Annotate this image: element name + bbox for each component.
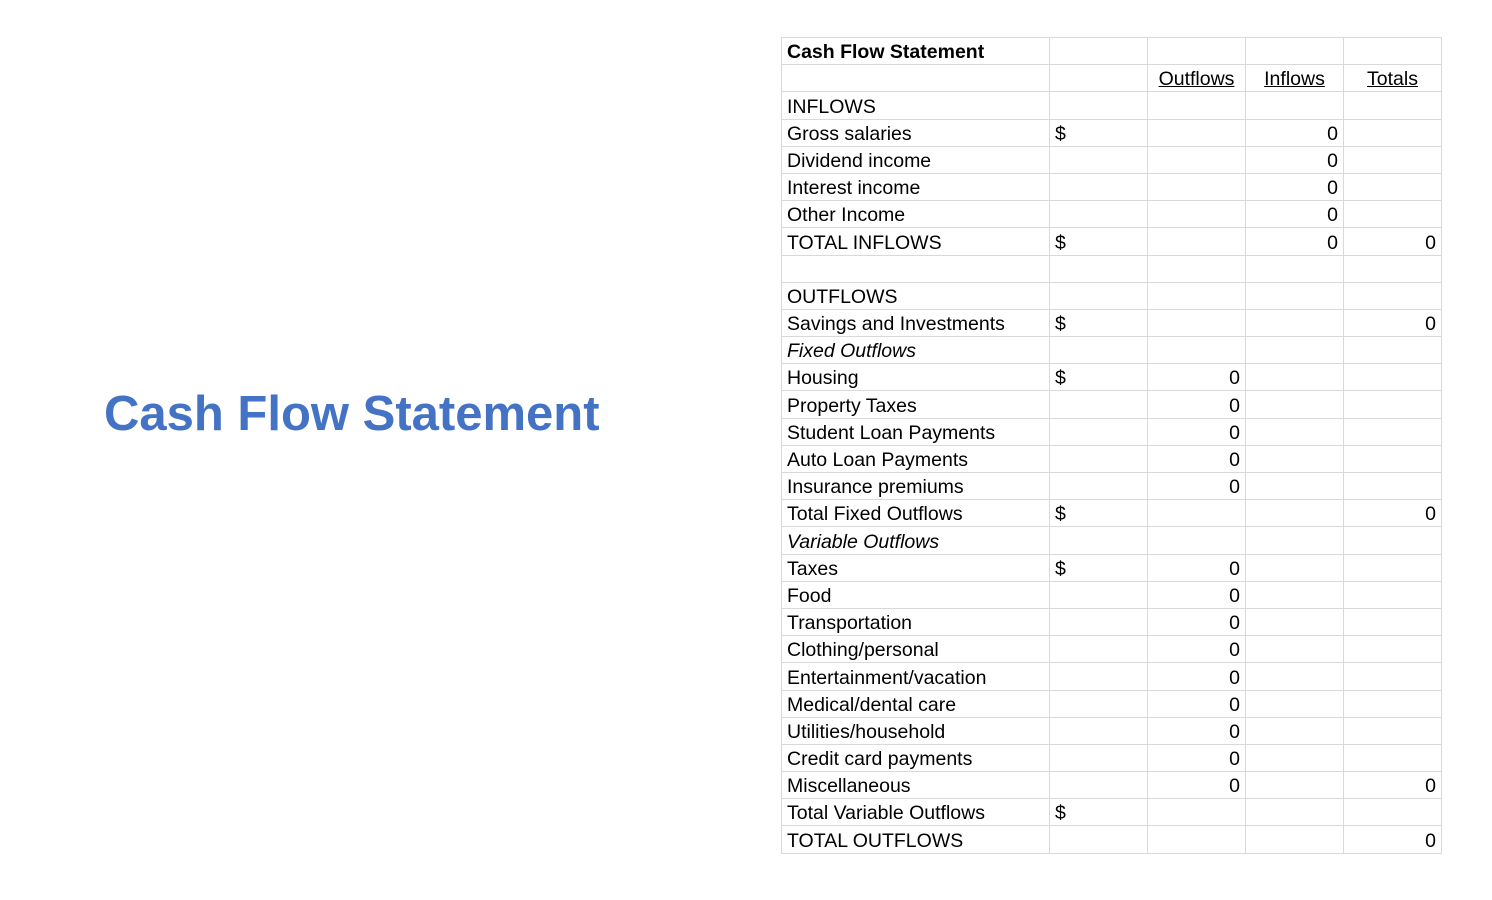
row-label-cell[interactable]: INFLOWS <box>782 92 1050 119</box>
table-row <box>782 581 1442 608</box>
outflows-cell[interactable]: 0 <box>1148 636 1246 663</box>
outflows-header[interactable]: Outflows <box>1148 65 1246 92</box>
inflows-cell[interactable] <box>1246 418 1344 445</box>
row-label-cell[interactable]: Housing <box>782 364 1050 391</box>
outflows-cell[interactable] <box>1148 309 1246 336</box>
row-label-cell[interactable]: Interest income <box>782 173 1050 200</box>
totals-cell[interactable] <box>1344 717 1442 744</box>
inflows-cell[interactable] <box>1246 473 1344 500</box>
currency-cell[interactable] <box>1050 581 1148 608</box>
table-title-cell[interactable]: Cash Flow Statement <box>782 38 1050 65</box>
currency-cell[interactable]: $ <box>1050 799 1148 826</box>
table-row <box>782 500 1442 527</box>
currency-cell[interactable] <box>1050 445 1148 472</box>
inflows-cell[interactable] <box>1246 255 1344 282</box>
currency-cell[interactable] <box>1050 717 1148 744</box>
empty-cell[interactable] <box>1050 65 1148 92</box>
outflows-cell[interactable] <box>1148 799 1246 826</box>
currency-cell[interactable]: $ <box>1050 500 1148 527</box>
row-label-cell[interactable]: TOTAL INFLOWS <box>782 228 1050 255</box>
totals-cell[interactable] <box>1344 173 1442 200</box>
outflows-cell[interactable]: 0 <box>1148 554 1246 581</box>
table-row <box>782 826 1442 853</box>
totals-header[interactable]: Totals <box>1344 65 1442 92</box>
outflows-cell[interactable]: 0 <box>1148 418 1246 445</box>
empty-cell[interactable] <box>782 65 1050 92</box>
row-label-cell[interactable]: TOTAL OUTFLOWS <box>782 826 1050 853</box>
totals-cell[interactable] <box>1344 636 1442 663</box>
currency-cell[interactable] <box>1050 826 1148 853</box>
slide-title: Cash Flow Statement <box>104 387 600 441</box>
currency-cell[interactable] <box>1050 636 1148 663</box>
table-row <box>782 282 1442 309</box>
row-label-cell[interactable] <box>782 255 1050 282</box>
table-title-row <box>782 38 1442 65</box>
empty-cell[interactable] <box>1050 38 1148 65</box>
table-row <box>782 201 1442 228</box>
table-row <box>782 418 1442 445</box>
table-row <box>782 309 1442 336</box>
outflows-cell[interactable]: 0 <box>1148 772 1246 799</box>
totals-cell[interactable] <box>1344 608 1442 635</box>
row-label-cell[interactable]: Property Taxes <box>782 391 1050 418</box>
row-label-cell[interactable]: Variable Outflows <box>782 527 1050 554</box>
inflows-cell[interactable] <box>1246 92 1344 119</box>
table-row <box>782 717 1442 744</box>
totals-cell[interactable] <box>1344 391 1442 418</box>
column-header-row <box>782 65 1442 92</box>
table-row <box>782 744 1442 771</box>
totals-cell[interactable] <box>1344 799 1442 826</box>
outflows-cell[interactable] <box>1148 119 1246 146</box>
inflows-cell[interactable] <box>1246 581 1344 608</box>
outflows-cell[interactable]: 0 <box>1148 717 1246 744</box>
row-label-cell[interactable]: Food <box>782 581 1050 608</box>
row-label-cell[interactable]: Credit card payments <box>782 744 1050 771</box>
outflows-cell[interactable] <box>1148 92 1246 119</box>
table-row <box>782 228 1442 255</box>
empty-cell[interactable] <box>1246 38 1344 65</box>
inflows-cell[interactable] <box>1246 826 1344 853</box>
outflows-cell[interactable]: 0 <box>1148 581 1246 608</box>
table-row <box>782 92 1442 119</box>
outflows-cell[interactable]: 0 <box>1148 608 1246 635</box>
table-row <box>782 445 1442 472</box>
totals-cell[interactable] <box>1344 418 1442 445</box>
inflows-cell[interactable] <box>1246 744 1344 771</box>
totals-cell[interactable] <box>1344 554 1442 581</box>
table-row <box>782 391 1442 418</box>
table-row <box>782 473 1442 500</box>
outflows-cell[interactable] <box>1148 255 1246 282</box>
totals-cell[interactable]: 0 <box>1344 772 1442 799</box>
totals-cell[interactable]: 0 <box>1344 228 1442 255</box>
currency-cell[interactable]: $ <box>1050 364 1148 391</box>
table-row <box>782 119 1442 146</box>
currency-cell[interactable]: $ <box>1050 119 1148 146</box>
row-label-cell[interactable]: Student Loan Payments <box>782 418 1050 445</box>
inflows-cell[interactable] <box>1246 445 1344 472</box>
outflows-cell[interactable] <box>1148 527 1246 554</box>
inflows-cell[interactable] <box>1246 636 1344 663</box>
currency-cell[interactable] <box>1050 772 1148 799</box>
outflows-cell[interactable] <box>1148 826 1246 853</box>
outflows-cell[interactable]: 0 <box>1148 445 1246 472</box>
table-row <box>782 772 1442 799</box>
inflows-cell[interactable] <box>1246 527 1344 554</box>
table-row <box>782 554 1442 581</box>
totals-cell[interactable] <box>1344 744 1442 771</box>
totals-cell[interactable] <box>1344 146 1442 173</box>
table-row <box>782 636 1442 663</box>
totals-cell[interactable] <box>1344 92 1442 119</box>
cash-flow-table <box>781 37 1442 854</box>
row-label-cell[interactable]: Miscellaneous <box>782 772 1050 799</box>
currency-cell[interactable] <box>1050 146 1148 173</box>
currency-cell[interactable] <box>1050 391 1148 418</box>
outflows-cell[interactable] <box>1148 282 1246 309</box>
outflows-cell[interactable]: 0 <box>1148 364 1246 391</box>
cash-flow-table-body <box>782 38 1442 854</box>
currency-cell[interactable] <box>1050 173 1148 200</box>
row-label-cell[interactable]: Other Income <box>782 201 1050 228</box>
totals-cell[interactable] <box>1344 201 1442 228</box>
outflows-cell[interactable]: 0 <box>1148 391 1246 418</box>
inflows-header[interactable]: Inflows <box>1246 65 1344 92</box>
currency-cell[interactable] <box>1050 201 1148 228</box>
totals-cell[interactable] <box>1344 364 1442 391</box>
inflows-cell[interactable] <box>1246 309 1344 336</box>
outflows-cell[interactable] <box>1148 337 1246 364</box>
totals-cell[interactable] <box>1344 527 1442 554</box>
row-label-cell[interactable]: Entertainment/vacation <box>782 663 1050 690</box>
inflows-cell[interactable] <box>1246 717 1344 744</box>
row-label-cell[interactable]: Total Variable Outflows <box>782 799 1050 826</box>
totals-cell[interactable] <box>1344 255 1442 282</box>
inflows-cell[interactable]: 0 <box>1246 146 1344 173</box>
currency-cell[interactable] <box>1050 527 1148 554</box>
totals-cell[interactable]: 0 <box>1344 309 1442 336</box>
inflows-cell[interactable] <box>1246 799 1344 826</box>
currency-cell[interactable] <box>1050 255 1148 282</box>
row-label-cell[interactable]: Transportation <box>782 608 1050 635</box>
totals-cell[interactable] <box>1344 337 1442 364</box>
outflows-cell[interactable]: 0 <box>1148 690 1246 717</box>
table-row <box>782 799 1442 826</box>
currency-cell[interactable]: $ <box>1050 228 1148 255</box>
table-row <box>782 364 1442 391</box>
table-row <box>782 527 1442 554</box>
inflows-cell[interactable] <box>1246 337 1344 364</box>
totals-cell[interactable] <box>1344 119 1442 146</box>
currency-cell[interactable] <box>1050 690 1148 717</box>
row-label-cell[interactable]: Auto Loan Payments <box>782 445 1050 472</box>
table-row <box>782 663 1442 690</box>
inflows-cell[interactable] <box>1246 391 1344 418</box>
inflows-cell[interactable] <box>1246 364 1344 391</box>
row-label-cell[interactable]: Fixed Outflows <box>782 337 1050 364</box>
currency-cell[interactable] <box>1050 744 1148 771</box>
totals-cell[interactable] <box>1344 473 1442 500</box>
currency-cell[interactable] <box>1050 608 1148 635</box>
row-label-cell[interactable]: Total Fixed Outflows <box>782 500 1050 527</box>
row-label-cell[interactable]: OUTFLOWS <box>782 282 1050 309</box>
currency-cell[interactable] <box>1050 282 1148 309</box>
currency-cell[interactable] <box>1050 473 1148 500</box>
inflows-cell[interactable] <box>1246 554 1344 581</box>
inflows-cell[interactable] <box>1246 500 1344 527</box>
totals-cell[interactable] <box>1344 581 1442 608</box>
inflows-cell[interactable]: 0 <box>1246 119 1344 146</box>
inflows-cell[interactable] <box>1246 608 1344 635</box>
totals-cell[interactable] <box>1344 282 1442 309</box>
row-label-cell[interactable]: Clothing/personal <box>782 636 1050 663</box>
totals-cell[interactable]: 0 <box>1344 826 1442 853</box>
outflows-cell[interactable] <box>1148 500 1246 527</box>
inflows-cell[interactable]: 0 <box>1246 173 1344 200</box>
outflows-cell[interactable]: 0 <box>1148 744 1246 771</box>
row-label-cell[interactable]: Savings and Investments <box>782 309 1050 336</box>
row-label-cell[interactable]: Dividend income <box>782 146 1050 173</box>
row-label-cell[interactable]: Taxes <box>782 554 1050 581</box>
empty-cell[interactable] <box>1344 38 1442 65</box>
currency-cell[interactable]: $ <box>1050 554 1148 581</box>
table-row <box>782 146 1442 173</box>
inflows-cell[interactable]: 0 <box>1246 201 1344 228</box>
table-row <box>782 173 1442 200</box>
row-label-cell[interactable]: Utilities/household <box>782 717 1050 744</box>
table-row <box>782 255 1442 282</box>
totals-cell[interactable] <box>1344 445 1442 472</box>
inflows-cell[interactable] <box>1246 690 1344 717</box>
outflows-cell[interactable]: 0 <box>1148 663 1246 690</box>
table-row <box>782 337 1442 364</box>
totals-cell[interactable]: 0 <box>1344 500 1442 527</box>
currency-cell[interactable] <box>1050 663 1148 690</box>
totals-cell[interactable] <box>1344 690 1442 717</box>
row-label-cell[interactable]: Medical/dental care <box>782 690 1050 717</box>
currency-cell[interactable] <box>1050 92 1148 119</box>
table-row <box>782 690 1442 717</box>
outflows-cell[interactable]: 0 <box>1148 473 1246 500</box>
outflows-cell[interactable] <box>1148 228 1246 255</box>
currency-cell[interactable]: $ <box>1050 309 1148 336</box>
empty-cell[interactable] <box>1148 38 1246 65</box>
inflows-cell[interactable] <box>1246 663 1344 690</box>
inflows-cell[interactable]: 0 <box>1246 228 1344 255</box>
inflows-cell[interactable] <box>1246 772 1344 799</box>
outflows-cell[interactable] <box>1148 201 1246 228</box>
currency-cell[interactable] <box>1050 418 1148 445</box>
outflows-cell[interactable] <box>1148 173 1246 200</box>
currency-cell[interactable] <box>1050 337 1148 364</box>
inflows-cell[interactable] <box>1246 282 1344 309</box>
totals-cell[interactable] <box>1344 663 1442 690</box>
row-label-cell[interactable]: Insurance premiums <box>782 473 1050 500</box>
outflows-cell[interactable] <box>1148 146 1246 173</box>
table-row <box>782 608 1442 635</box>
row-label-cell[interactable]: Gross salaries <box>782 119 1050 146</box>
